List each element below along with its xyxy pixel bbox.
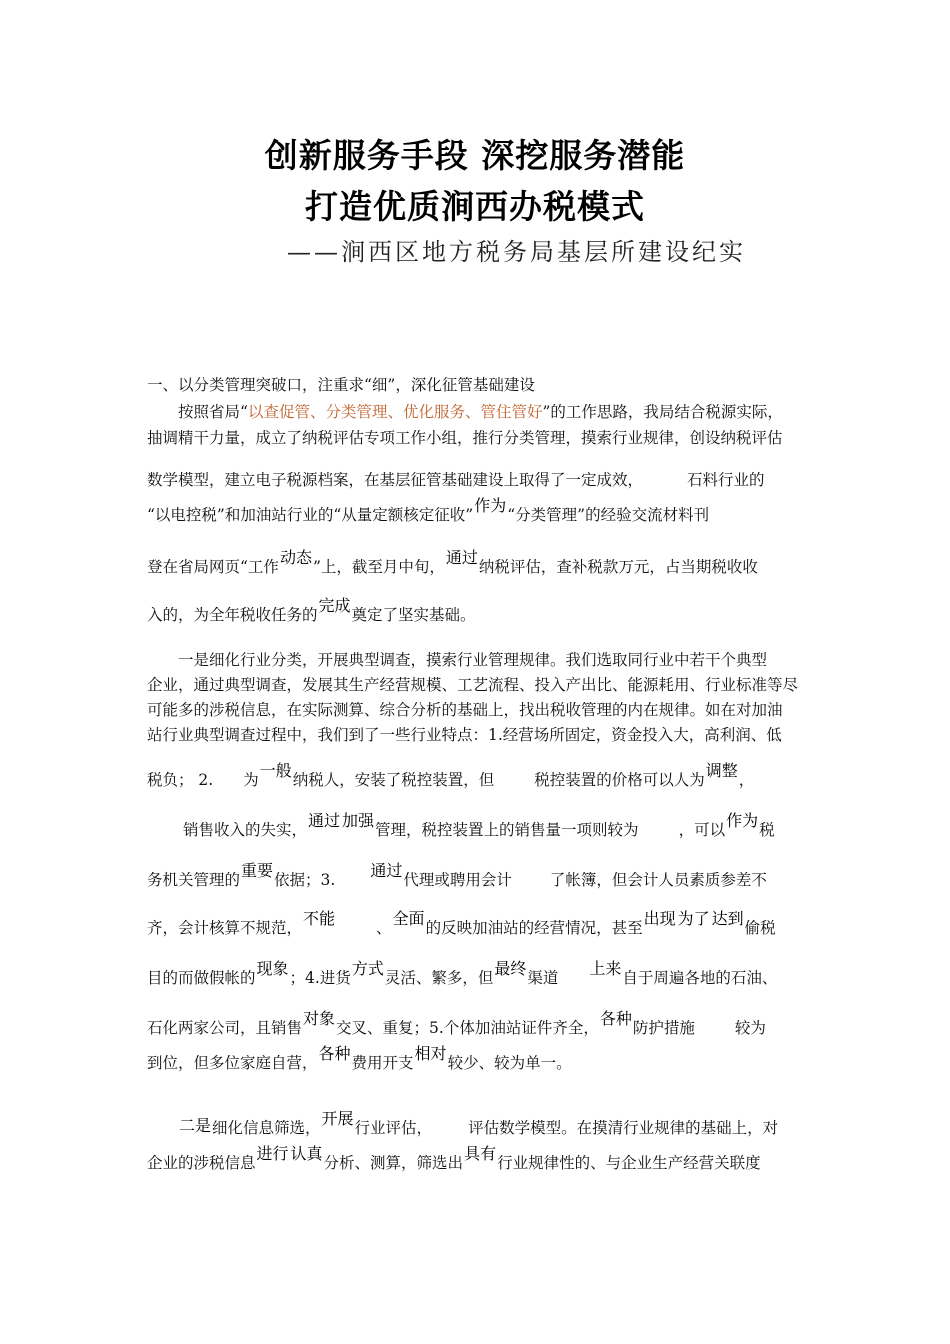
paragraph-line: 站行业典型调查过程中，我们到了一些行业特点：1.经营场所固定，资金投入大，高利润、低 [147,726,782,744]
text-run: 数学模型，建立电子税源档案，在基层征管基础建设上取得了一定成效， [147,471,644,489]
text-run: 较为 [734,1019,766,1037]
text-run: ，可以 [678,821,726,839]
text-run: 石化两家公司，且销售 [147,1019,303,1037]
paragraph-line [147,1144,761,1173]
text-run: 评估数学模型。在摸清行业规律的基础上，对 [468,1119,779,1137]
inserted-word: 达到 [711,909,744,928]
text-run: 税 [759,821,775,839]
paragraph-line [178,1109,779,1138]
inserted-word: 完成 [318,596,351,615]
paragraph-line [147,959,778,988]
document-title-line-2: 打造优质涧西办税模式 [305,187,645,226]
text-run: 细化信息筛选， [212,1119,321,1137]
text-run: 防护措施 [632,1019,695,1037]
paragraph-line [183,811,775,840]
text-run: 偷税 [744,919,776,937]
text-run: 纳税人，安装了税控装置，但 [292,771,495,789]
text-run: ”的工作思路，我局结合税源实际， [542,403,783,421]
paragraph-line [147,761,755,790]
text-run: 税负； 2. [147,771,214,789]
inserted-word: 二是 [179,1116,212,1135]
text-run: ”上，截至月中旬， [312,558,445,576]
text-run: 齐，会计核算不规范， [147,919,303,937]
inserted-word: 对象 [303,1009,336,1028]
text-run: 入的，为全年税收任务的 [147,606,318,624]
text-run: 渠道 [527,969,559,987]
text-run: 登在省局网页“工作 [147,558,279,576]
paragraph-line [147,909,776,938]
highlighted-phrase: 以查促管、分类管理、优化服务、管住管好 [247,403,543,421]
text-run: 石料行业的 [687,471,765,489]
inserted-word: 全面 [392,909,425,928]
text-run: 行业规律性的、与企业生产经营关联度 [497,1154,761,1172]
inserted-word: 上来 [589,959,622,978]
paragraph-line: 一是细化行业分类，开展典型调查，摸索行业管理规律。我们选取同行业中若干个典型 [178,651,768,669]
text-run: ；4.进货 [289,969,351,987]
text-run: 灵活、繁多，但 [384,969,494,987]
section-heading-1: 一、以分类管理突破口，注重求“细”，深化征管基础建设 [147,376,535,394]
text-run: 分析、测算，筛选出 [323,1154,464,1172]
inserted-word: 作为 [474,496,507,515]
inserted-word: 调整 [705,761,738,780]
text-run: ， [738,771,755,789]
text-run: 按照省局“ [178,403,248,421]
text-run: 自于周遍各地的石油、 [622,969,778,987]
inserted-word: 不能 [303,909,336,928]
text-run: 的反映加油站的经营情况，甚至 [425,919,643,937]
text-run: 、 [376,919,392,937]
paragraph-line [147,1044,572,1073]
paragraph-line: 可能多的涉税信息，在实际测算、综合分析的基础上，找出税收管理的内在规律。如在对加油 [147,701,783,719]
text-run: 纳税评估，查补税款万元，占当期税收收 [478,558,758,576]
inserted-word: 一般 [259,761,292,780]
text-run: 费用开支 [351,1054,414,1072]
text-run: 行业评估， [354,1119,433,1137]
document-title-line-1: 创新服务手段 深挖服务潜能 [264,136,686,175]
document-subtitle: ——涧西区地方税务局基层所建设纪实 [287,238,746,266]
text-run: 企业的涉税信息 [147,1154,256,1172]
inserted-word: 开展 [321,1109,354,1128]
text-run: 销售收入的失实， [183,821,308,839]
text-run: 管理，税控装置上的销售量一项则较为 [375,821,639,839]
inserted-word: 进行 [256,1144,289,1163]
text-run: 到位，但多位家庭自营， [147,1054,318,1072]
inserted-word: 通过 [308,811,341,830]
text-run: 为 [243,771,259,789]
inserted-word: 相对 [414,1044,447,1063]
inserted-word: 重要 [241,861,274,880]
inserted-word: 通过 [370,861,403,880]
text-run: 代理或聘用会计 [403,871,512,889]
inserted-word: 最终 [494,959,527,978]
text-run: 税控装置的价格可以人为 [534,771,705,789]
inserted-word: 加强 [342,811,375,830]
paragraph-line [147,470,765,490]
inserted-word: 为了 [677,909,710,928]
inserted-word: 各种 [318,1044,351,1063]
paragraph-line [147,548,758,577]
inserted-word: 作为 [726,811,759,830]
paragraph-line [178,402,783,422]
inserted-word: 认真 [290,1144,323,1163]
inserted-word: 具有 [464,1144,497,1163]
paragraph-line [147,596,476,625]
paragraph-line [147,496,710,525]
inserted-word: 动态 [279,548,312,567]
paragraph-line [147,861,767,890]
paragraph-line: 企业，通过典型调查，发展其生产经营规模、工艺流程、投入产出比、能源耗用、行业标准等尽 [147,676,799,694]
text-run: 交叉、重复；5.个体加油站证件齐全， [336,1019,599,1037]
text-run: 了帐簿，但会计人员素质参差不 [549,871,767,889]
text-run: 务机关管理的 [147,871,241,889]
text-run: “分类管理”的经验交流材料刊 [507,506,710,524]
text-run: 较少、较为单一。 [447,1054,572,1072]
text-run: 目的而做假帐的 [147,969,256,987]
inserted-word: 各种 [599,1009,632,1028]
inserted-word: 方式 [351,959,384,978]
text-run: 依据；3. [274,871,336,889]
inserted-word: 通过 [445,548,478,567]
paragraph-line [147,1009,766,1038]
inserted-word: 现象 [256,959,289,978]
paragraph-line: 抽调精干力量，成立了纳税评估专项工作小组，推行分类管理，摸索行业规律，创设纳税评估 [147,429,783,447]
text-run: “以电控税”和加油站行业的“从量定额核定征收” [147,506,474,524]
text-run: 奠定了坚实基础。 [351,606,476,624]
inserted-word: 出现 [643,909,676,928]
